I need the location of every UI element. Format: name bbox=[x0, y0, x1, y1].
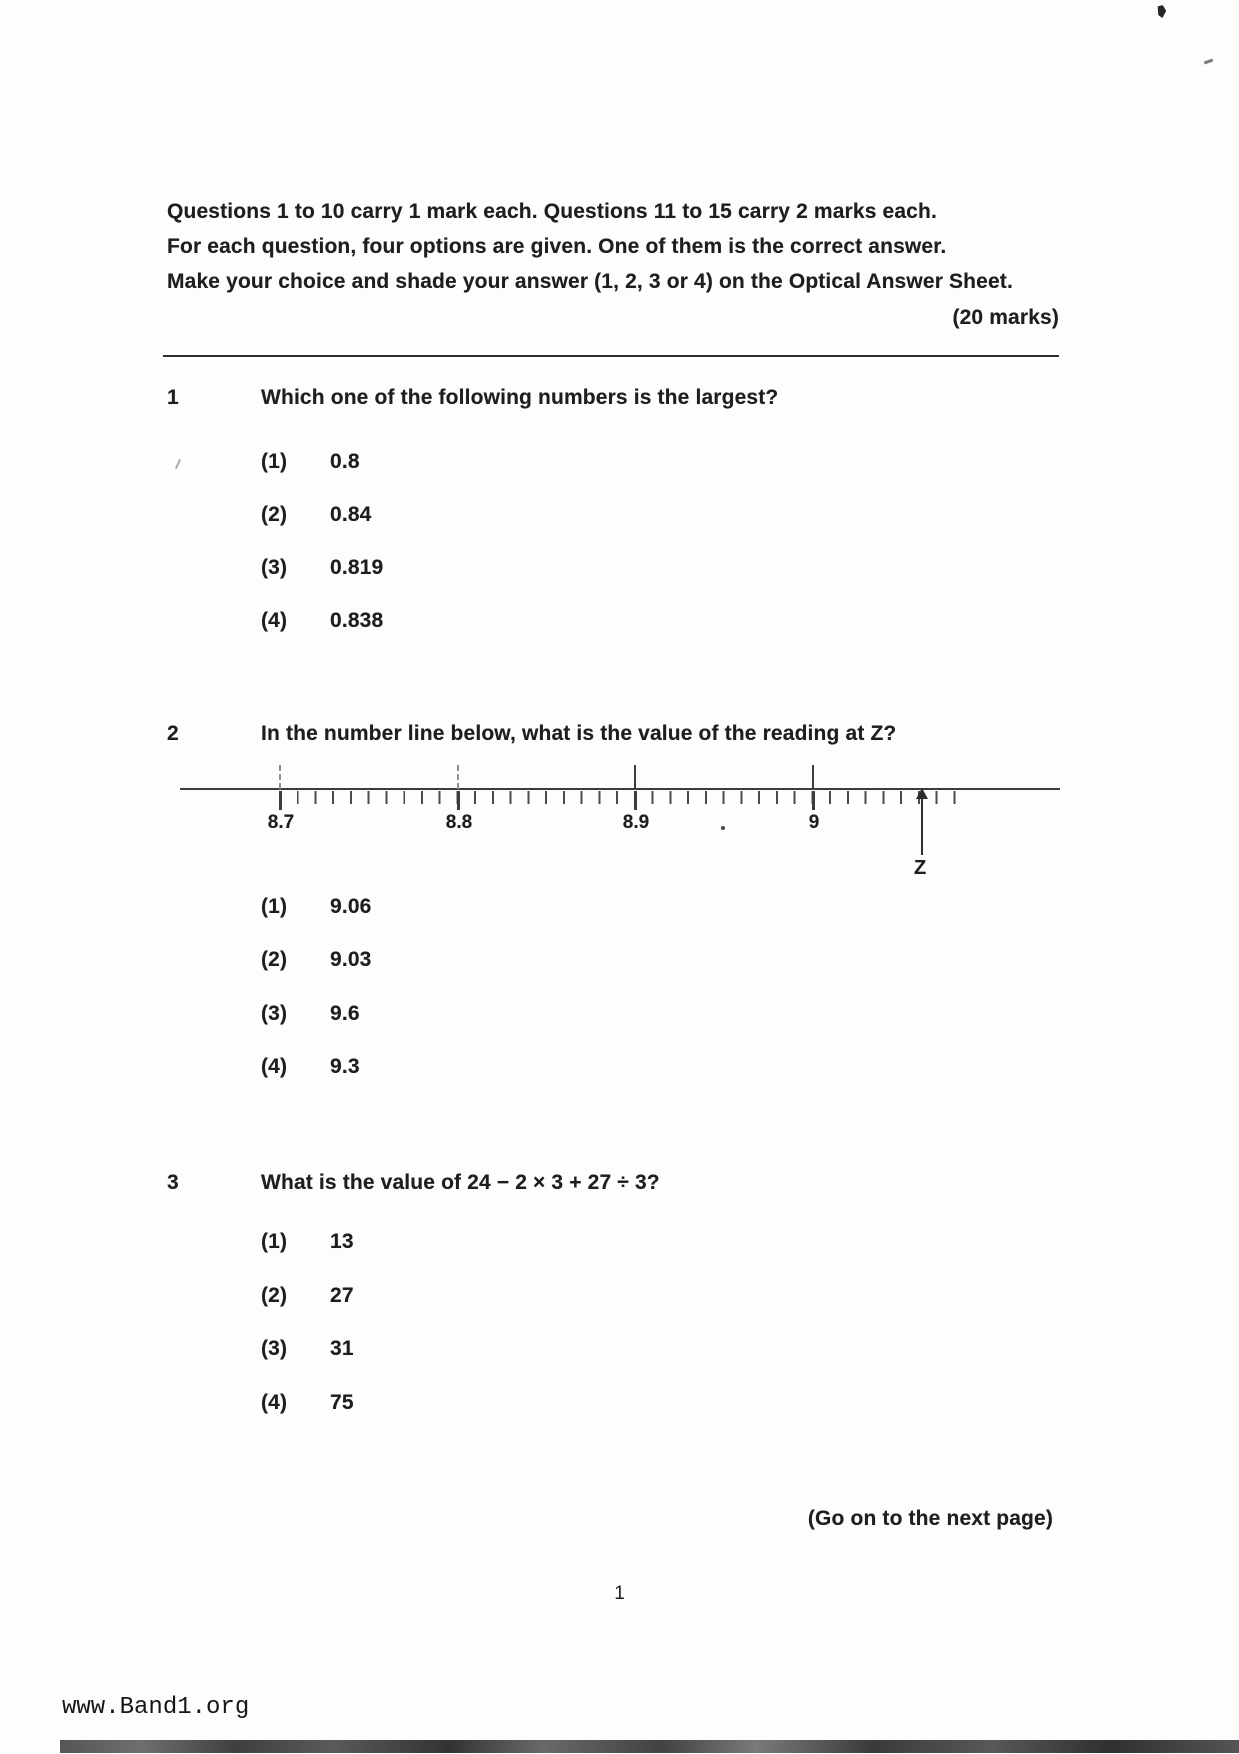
number-line-upper-tick bbox=[279, 765, 281, 789]
number-line-axis bbox=[180, 788, 1060, 790]
option-number: (3) bbox=[261, 556, 288, 579]
question-number: 1 bbox=[167, 386, 179, 409]
scan-bottom-bar bbox=[60, 1740, 1239, 1753]
number-line-major-tick bbox=[457, 791, 460, 810]
option-value: 0.84 bbox=[330, 503, 372, 526]
number-line-upper-tick bbox=[457, 765, 459, 789]
tick-label: 8.7 bbox=[267, 812, 295, 833]
watermark-url: www.Band1.org bbox=[62, 1694, 250, 1721]
question-number: 2 bbox=[167, 722, 179, 745]
number-line-major-tick bbox=[812, 791, 815, 810]
tick-label: 8.8 bbox=[445, 812, 473, 833]
page-number: 1 bbox=[614, 1583, 625, 1604]
option-number: (4) bbox=[261, 609, 288, 632]
number-line-major-tick bbox=[634, 791, 637, 810]
go-on-note: (Go on to the next page) bbox=[807, 1507, 1053, 1530]
instructions-line: Make your choice and shade your answer (1, 2, 3 or 4) on the Optical Answer Sheet. bbox=[167, 270, 1013, 293]
question-text: Which one of the following numbers is the largest? bbox=[261, 386, 779, 409]
number-line-minor-ticks bbox=[279, 791, 963, 804]
option-value: 0.8 bbox=[330, 450, 360, 473]
scan-artifact bbox=[1204, 59, 1213, 65]
option-value: 27 bbox=[330, 1284, 354, 1307]
instructions-line: Questions 1 to 10 carry 1 mark each. Questions 11 to 15 carry 2 marks each. bbox=[167, 200, 937, 223]
option-value: 75 bbox=[330, 1391, 354, 1414]
option-number: (1) bbox=[261, 895, 288, 918]
tick-label: 8.9 bbox=[622, 812, 650, 833]
option-number: (1) bbox=[261, 450, 288, 473]
option-value: 9.06 bbox=[330, 895, 372, 918]
option-value: 0.819 bbox=[330, 556, 384, 579]
instructions-line: For each question, four options are given. One of them is the correct answer. bbox=[167, 235, 947, 258]
option-number: (4) bbox=[261, 1391, 288, 1414]
option-number: (1) bbox=[261, 1230, 288, 1253]
tick-label: 9 bbox=[808, 812, 820, 833]
pointer-arrow bbox=[921, 798, 923, 855]
scan-artifact bbox=[175, 459, 181, 469]
separator-rule bbox=[163, 355, 1059, 357]
option-value: 31 bbox=[330, 1337, 354, 1360]
number-line-upper-tick bbox=[634, 765, 636, 789]
question-number: 3 bbox=[167, 1171, 179, 1194]
option-number: (2) bbox=[261, 1284, 288, 1307]
marks-note: (20 marks) bbox=[952, 306, 1059, 329]
option-number: (2) bbox=[261, 503, 288, 526]
option-value: 9.3 bbox=[330, 1055, 360, 1078]
number-line-major-tick bbox=[279, 791, 282, 810]
number-line-upper-tick bbox=[812, 765, 814, 789]
option-number: (3) bbox=[261, 1002, 288, 1025]
option-number: (4) bbox=[261, 1055, 288, 1078]
option-number: (3) bbox=[261, 1337, 288, 1360]
option-value: 9.6 bbox=[330, 1002, 360, 1025]
option-value: 9.03 bbox=[330, 948, 372, 971]
number-line bbox=[180, 755, 1060, 895]
pointer-label: Z bbox=[914, 857, 927, 879]
option-value: 13 bbox=[330, 1230, 354, 1253]
option-number: (2) bbox=[261, 948, 288, 971]
option-value: 0.838 bbox=[330, 609, 384, 632]
question-text: What is the value of 24 − 2 × 3 + 27 ÷ 3? bbox=[261, 1171, 660, 1194]
scan-artifact bbox=[1156, 4, 1167, 18]
question-text: In the number line below, what is the value of the reading at Z? bbox=[261, 722, 897, 745]
